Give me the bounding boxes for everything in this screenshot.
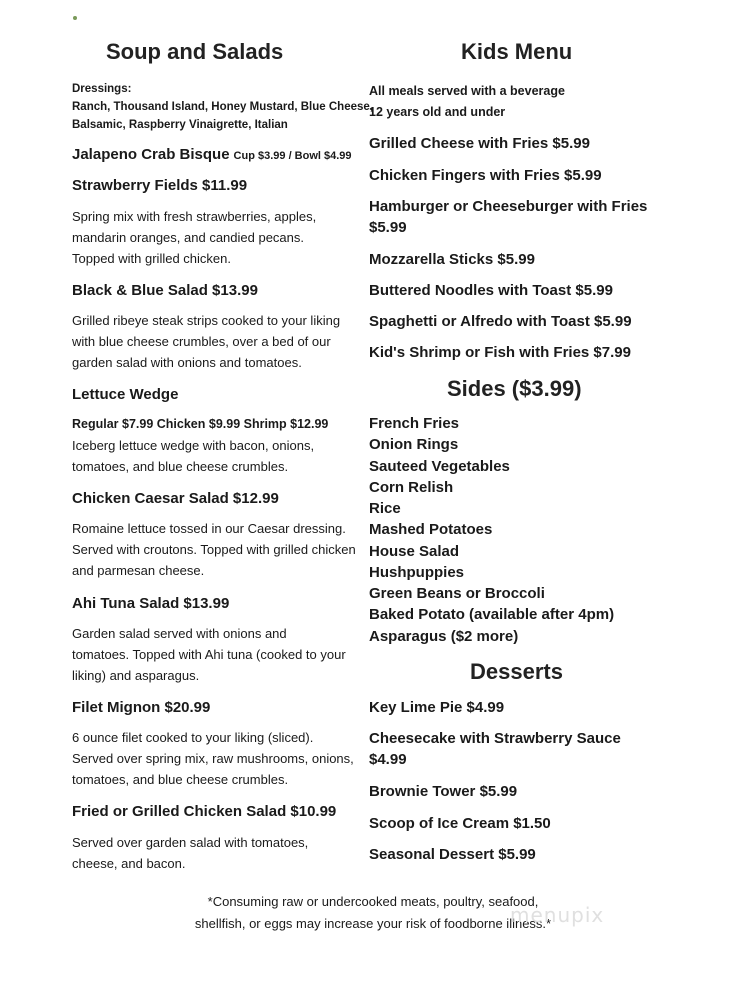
kids-note-1: All meals served with a beverage [369,84,565,98]
lettuce-wedge-prices: Regular $7.99 Chicken $9.99 Shrimp $12.99 [72,417,329,431]
kids-item: Buttered Noodles with Toast $5.99 [369,282,613,299]
side-item: Green Beans or Broccoli [369,585,545,602]
kids-item: Chicken Fingers with Fries $5.99 [369,167,602,184]
sides-heading: Sides ($3.99) [447,376,582,401]
bisque-title [72,146,352,163]
kids-note-2: 12 years old and under [369,105,506,119]
menu-item-title: Chicken Caesar Salad $12.99 [72,490,279,507]
dessert-item: Key Lime Pie $4.99 [369,699,505,716]
disclaimer-line-1: *Consuming raw or undercooked meats, poultry, seafood, [207,894,539,909]
side-item: Mashed Potatoes [369,521,493,538]
menu-item-title: Fried or Grilled Chicken Salad $10.99 [72,803,337,820]
menu-item-desc: Served over garden salad with tomatoes, cheese, and bacon. [72,835,309,871]
dressings-line-2: Balsamic, Raspberry Vinaigrette, Italian [72,119,288,131]
watermark: menupix [510,903,605,927]
kids-item: Grilled Cheese with Fries $5.99 [369,135,590,152]
menu-item-title: Ahi Tuna Salad $13.99 [72,595,230,612]
menu-item-desc: Grilled ribeye steak strips cooked to your liking with blue cheese crumbles, over a bed of our garden salad with onions and tomatoes. [72,313,341,370]
menu-item-title: Black & Blue Salad $13.99 [72,282,258,299]
menu-item-desc: Garden salad served with onions and tomatoes. Topped with Ahi tuna (cooked to your liking) and asparagus. [72,626,346,683]
kids-item: Kid's Shrimp or Fish with Fries $7.99 [369,344,631,361]
side-item: Sauteed Vegetables [369,458,510,475]
bisque-name: Jalapeno Crab Bisque [72,146,230,163]
kids-item: Mozzarella Sticks $5.99 [369,251,535,268]
dessert-item: Brownie Tower $5.99 [369,783,518,800]
bisque-price: Cup $3.99 / Bowl $4.99 [233,150,352,162]
menu-item-title: Strawberry Fields $11.99 [72,177,248,194]
side-item: Baked Potato (available after 4pm) [369,606,615,623]
dessert-item: Scoop of Ice Cream $1.50 [369,815,551,832]
kids-menu-heading: Kids Menu [461,39,573,64]
menu-item-desc: Iceberg lettuce wedge with bacon, onions, tomatoes, and blue cheese crumbles. [72,438,315,474]
kids-item: Hamburger or Cheeseburger with Fries $5.99 [369,198,648,236]
desserts-heading: Desserts [470,659,563,684]
dessert-item: Seasonal Dessert $5.99 [369,846,536,863]
side-item: French Fries [369,415,460,432]
side-item: Asparagus ($2 more) [369,628,519,645]
side-item: Onion Rings [369,436,459,453]
decorative-dot [73,16,77,20]
menu-item-desc: Romaine lettuce tossed in our Caesar dressing. Served with croutons. Topped with grilled chicken and parmesan cheese. [72,521,356,578]
side-item: Hushpuppies [369,564,465,581]
menu-item-desc: Spring mix with fresh strawberries, apples, mandarin oranges, and candied pecans. Topped with grilled chicken. [72,209,317,266]
menu-item-desc: 6 ounce filet cooked to your liking (sliced). Served over spring mix, raw mushrooms, onions, tomatoes, and blue cheese crumbles. [72,730,354,787]
dressings-label: Dressings: [72,83,132,95]
side-item: Corn Relish [369,479,454,496]
side-item: Rice [369,500,401,517]
menu-item-title: Lettuce Wedge [72,386,179,403]
disclaimer-line-2: shellfish, or eggs may increase your risk of foodborne illness.* [194,916,552,931]
soup-salads-heading: Soup and Salads [106,39,284,64]
dressings-line-1: Ranch, Thousand Island, Honey Mustard, Blue Cheese, [72,101,373,113]
kids-item: Spaghetti or Alfredo with Toast $5.99 [369,313,632,330]
dessert-item: Cheesecake with Strawberry Sauce $4.99 [369,730,621,768]
menu-item-title: Filet Mignon $20.99 [72,699,211,716]
side-item: House Salad [369,543,460,560]
